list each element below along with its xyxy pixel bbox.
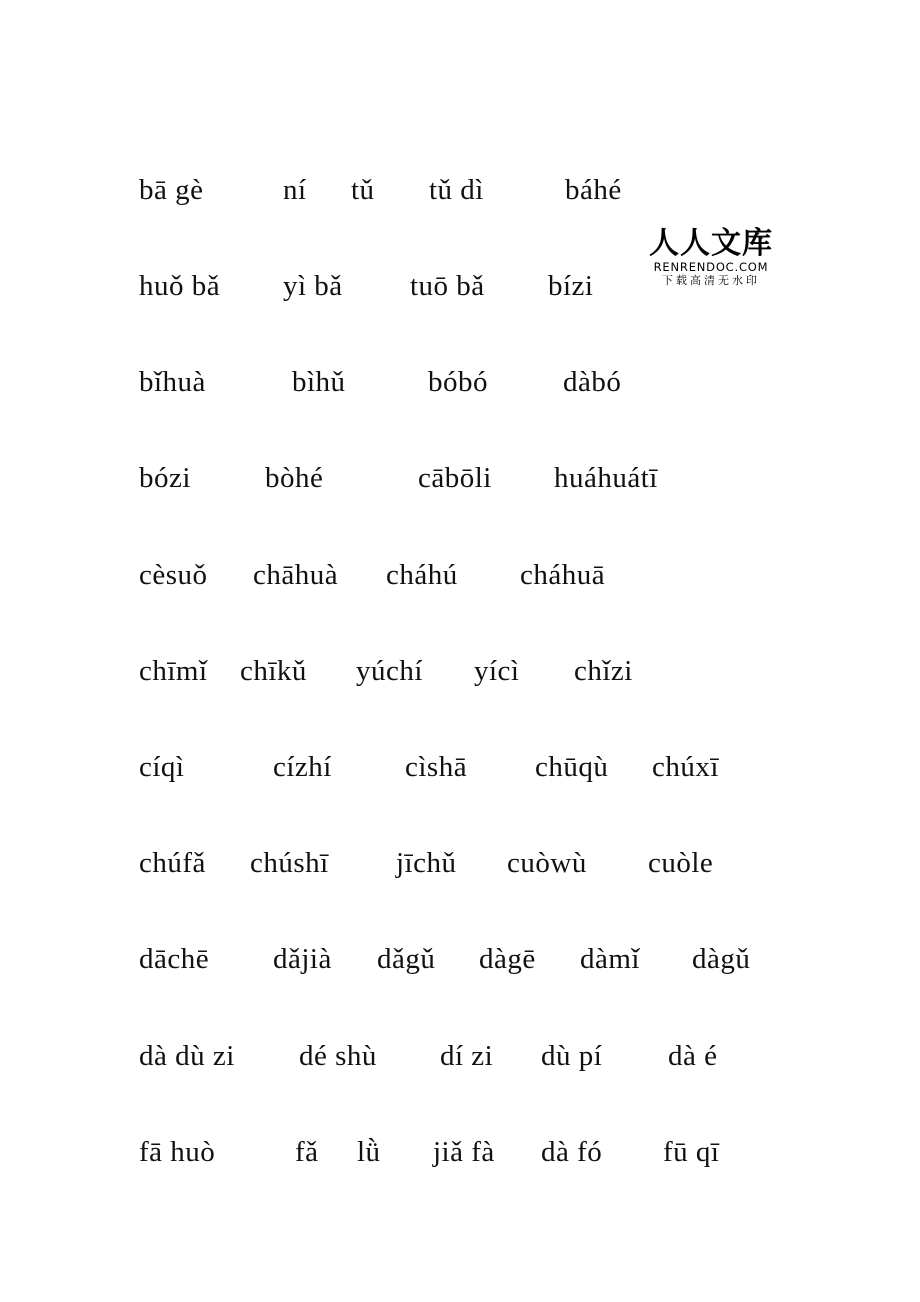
- pinyin-word: dāchē: [139, 943, 210, 975]
- pinyin-line-7: [0, 747, 920, 787]
- pinyin-word: huǒ bǎ: [139, 270, 221, 302]
- pinyin-line-2: [0, 266, 920, 306]
- pinyin-line-9: [0, 939, 920, 979]
- pinyin-word: dàmǐ: [580, 943, 640, 975]
- pinyin-word: chāhuà: [253, 559, 339, 591]
- pinyin-word: dù pí: [541, 1040, 603, 1072]
- pinyin-word: dàgē: [479, 943, 536, 975]
- pinyin-word: chǐzi: [574, 655, 633, 687]
- watermark-url: RENRENDOC.COM: [653, 260, 769, 274]
- pinyin-word: chúxī: [652, 751, 719, 783]
- pinyin-word: bóbó: [428, 366, 488, 398]
- pinyin-word: chīkǔ: [240, 655, 307, 687]
- pinyin-word: chīmǐ: [139, 655, 208, 687]
- pinyin-word: huáhuátī: [554, 462, 658, 494]
- pinyin-word: lǜ: [357, 1136, 381, 1168]
- pinyin-word: cháhuā: [520, 559, 606, 591]
- pinyin-word: cuòle: [648, 847, 714, 879]
- watermark-subtitle: 下载高清无水印: [662, 274, 760, 287]
- pinyin-word: dé shù: [299, 1040, 377, 1072]
- pinyin-word: cuòwù: [507, 847, 587, 879]
- pinyin-word: dà fó: [541, 1136, 603, 1168]
- pinyin-word: dàbó: [563, 366, 622, 398]
- pinyin-line-3: [0, 362, 920, 402]
- pinyin-word: fǎ: [295, 1136, 319, 1168]
- pinyin-word: dǎgǔ: [377, 943, 436, 975]
- pinyin-line-1: [0, 170, 920, 210]
- pinyin-word: tuō bǎ: [410, 270, 485, 302]
- pinyin-word: dà é: [668, 1040, 718, 1072]
- pinyin-word: chúshī: [250, 847, 329, 879]
- pinyin-word: bózi: [139, 462, 191, 494]
- pinyin-word: tǔ dì: [429, 174, 484, 206]
- pinyin-word: dǎjià: [273, 943, 332, 975]
- pinyin-word: dà dù zi: [139, 1040, 235, 1072]
- pinyin-line-10: [0, 1036, 920, 1076]
- pinyin-line-5: [0, 555, 920, 595]
- pinyin-line-6: [0, 651, 920, 691]
- pinyin-word: dàgǔ: [692, 943, 751, 975]
- pinyin-word: bā gè: [139, 174, 204, 206]
- pinyin-word: cìshā: [405, 751, 468, 783]
- pinyin-word: chūqù: [535, 751, 609, 783]
- pinyin-word: chúfǎ: [139, 847, 206, 879]
- pinyin-word: bǐhuà: [139, 366, 206, 398]
- pinyin-line-8: [0, 843, 920, 883]
- watermark-title: 人人文库: [649, 226, 773, 261]
- pinyin-word: ní: [283, 174, 307, 206]
- pinyin-word: yícì: [474, 655, 520, 687]
- pinyin-word: bòhé: [265, 462, 324, 494]
- pinyin-word: dí zi: [440, 1040, 494, 1072]
- watermark-logo: [646, 228, 776, 288]
- pinyin-word: bìhǔ: [292, 366, 346, 398]
- pinyin-word: cíqì: [139, 751, 185, 783]
- pinyin-word: tǔ: [351, 174, 375, 206]
- pinyin-word: cèsuǒ: [139, 559, 208, 591]
- pinyin-word: cháhú: [386, 559, 458, 591]
- pinyin-word: jīchǔ: [396, 847, 457, 879]
- pinyin-word: yì bǎ: [283, 270, 343, 302]
- pinyin-line-11: [0, 1132, 920, 1172]
- pinyin-word: jiǎ fà: [433, 1136, 495, 1168]
- pinyin-word: báhé: [565, 174, 622, 206]
- pinyin-word: cābōli: [418, 462, 492, 494]
- pinyin-word: yúchí: [356, 655, 423, 687]
- pinyin-word: fū qī: [663, 1136, 720, 1168]
- pinyin-word: bízi: [548, 270, 594, 302]
- pinyin-line-4: [0, 458, 920, 498]
- pinyin-word: cízhí: [273, 751, 332, 783]
- pinyin-word: fā huò: [139, 1136, 216, 1168]
